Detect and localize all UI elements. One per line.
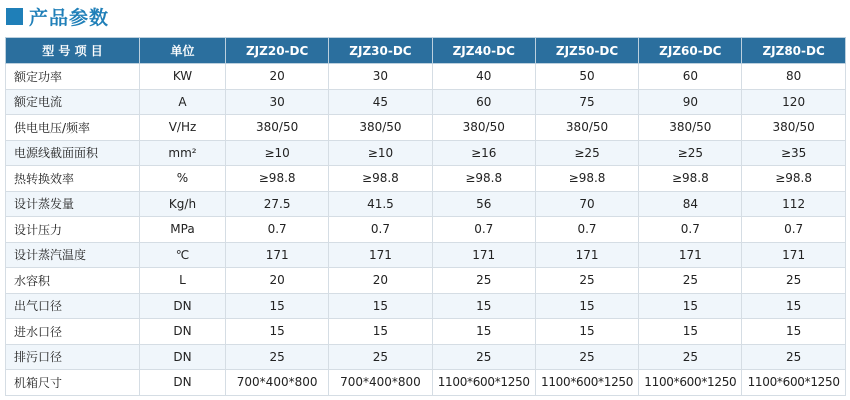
value-cell: 15 <box>226 319 329 345</box>
row-label: 热转换效率 <box>6 166 140 192</box>
unit-cell: DN <box>140 319 226 345</box>
value-cell: 60 <box>432 89 535 115</box>
value-cell: 75 <box>535 89 638 115</box>
row-label: 设计蒸汽温度 <box>6 242 140 268</box>
unit-cell: V/Hz <box>140 115 226 141</box>
value-cell: 1100*600*1250 <box>432 370 535 396</box>
value-cell: 700*400*800 <box>226 370 329 396</box>
value-cell: 45 <box>329 89 432 115</box>
value-cell: 171 <box>742 242 845 268</box>
table-row <box>6 293 846 319</box>
header-unit: 单位 <box>140 38 226 64</box>
value-cell: 380/50 <box>432 115 535 141</box>
table-row <box>6 370 846 396</box>
value-cell: 25 <box>639 268 742 294</box>
table-row <box>6 89 846 115</box>
value-cell: 25 <box>329 344 432 370</box>
value-cell: 30 <box>329 64 432 90</box>
value-cell: 60 <box>639 64 742 90</box>
header-item-name: 型 号 项 目 <box>6 38 140 64</box>
value-cell: 25 <box>535 268 638 294</box>
value-cell: 25 <box>432 344 535 370</box>
row-label: 设计蒸发量 <box>6 191 140 217</box>
spec-table <box>5 37 846 396</box>
value-cell: 25 <box>226 344 329 370</box>
row-label: 进水口径 <box>6 319 140 345</box>
value-cell: 15 <box>639 319 742 345</box>
table-body <box>6 64 846 396</box>
title-square-icon <box>6 8 23 25</box>
value-cell: 120 <box>742 89 845 115</box>
value-cell: 41.5 <box>329 191 432 217</box>
value-cell: 40 <box>432 64 535 90</box>
header-model: ZJZ60-DC <box>639 38 742 64</box>
value-cell: 1100*600*1250 <box>742 370 845 396</box>
table-row <box>6 217 846 243</box>
value-cell: 15 <box>742 319 845 345</box>
value-cell: ≥98.8 <box>742 166 845 192</box>
value-cell: 15 <box>535 319 638 345</box>
header-model: ZJZ30-DC <box>329 38 432 64</box>
table-row <box>6 115 846 141</box>
row-label: 供电电压/频率 <box>6 115 140 141</box>
value-cell: 171 <box>432 242 535 268</box>
value-cell: 380/50 <box>639 115 742 141</box>
value-cell: 25 <box>742 344 845 370</box>
value-cell: 70 <box>535 191 638 217</box>
value-cell: ≥25 <box>639 140 742 166</box>
unit-cell: Kg/h <box>140 191 226 217</box>
value-cell: 0.7 <box>742 217 845 243</box>
value-cell: 56 <box>432 191 535 217</box>
unit-cell: DN <box>140 293 226 319</box>
value-cell: 90 <box>639 89 742 115</box>
value-cell: ≥10 <box>226 140 329 166</box>
value-cell: 20 <box>329 268 432 294</box>
value-cell: 15 <box>432 293 535 319</box>
value-cell: 25 <box>432 268 535 294</box>
page-title: 产品参数 <box>29 6 110 29</box>
value-cell: 0.7 <box>432 217 535 243</box>
row-label: 机箱尺寸 <box>6 370 140 396</box>
unit-cell: DN <box>140 370 226 396</box>
value-cell: 30 <box>226 89 329 115</box>
value-cell: 25 <box>742 268 845 294</box>
unit-cell: KW <box>140 64 226 90</box>
value-cell: 0.7 <box>535 217 638 243</box>
row-label: 电源线截面面积 <box>6 140 140 166</box>
value-cell: 84 <box>639 191 742 217</box>
header-model: ZJZ80-DC <box>742 38 845 64</box>
value-cell: ≥16 <box>432 140 535 166</box>
value-cell: ≥98.8 <box>329 166 432 192</box>
table-row <box>6 268 846 294</box>
value-cell: 1100*600*1250 <box>639 370 742 396</box>
value-cell: 50 <box>535 64 638 90</box>
table-row <box>6 166 846 192</box>
value-cell: ≥98.8 <box>535 166 638 192</box>
table-row <box>6 242 846 268</box>
value-cell: 171 <box>535 242 638 268</box>
table-row <box>6 191 846 217</box>
value-cell: 171 <box>639 242 742 268</box>
value-cell: 15 <box>226 293 329 319</box>
table-row <box>6 319 846 345</box>
value-cell: 20 <box>226 268 329 294</box>
unit-cell: mm² <box>140 140 226 166</box>
value-cell: 15 <box>329 293 432 319</box>
value-cell: 15 <box>329 319 432 345</box>
unit-cell: MPa <box>140 217 226 243</box>
unit-cell: DN <box>140 344 226 370</box>
value-cell: 20 <box>226 64 329 90</box>
spec-table-container <box>5 37 845 396</box>
unit-cell: L <box>140 268 226 294</box>
value-cell: 15 <box>432 319 535 345</box>
value-cell: 0.7 <box>329 217 432 243</box>
value-cell: ≥25 <box>535 140 638 166</box>
header-model: ZJZ20-DC <box>226 38 329 64</box>
unit-cell: ℃ <box>140 242 226 268</box>
header-model: ZJZ40-DC <box>432 38 535 64</box>
value-cell: 15 <box>742 293 845 319</box>
value-cell: 171 <box>226 242 329 268</box>
value-cell: 15 <box>639 293 742 319</box>
value-cell: 112 <box>742 191 845 217</box>
value-cell: ≥98.8 <box>432 166 535 192</box>
section-title <box>6 3 109 29</box>
value-cell: 171 <box>329 242 432 268</box>
table-row <box>6 140 846 166</box>
row-label: 设计压力 <box>6 217 140 243</box>
value-cell: 700*400*800 <box>329 370 432 396</box>
value-cell: 1100*600*1250 <box>535 370 638 396</box>
value-cell: 380/50 <box>535 115 638 141</box>
unit-cell: A <box>140 89 226 115</box>
value-cell: 25 <box>639 344 742 370</box>
row-label: 出气口径 <box>6 293 140 319</box>
table-row <box>6 344 846 370</box>
value-cell: 80 <box>742 64 845 90</box>
row-label: 额定功率 <box>6 64 140 90</box>
value-cell: 380/50 <box>226 115 329 141</box>
value-cell: 15 <box>535 293 638 319</box>
value-cell: ≥98.8 <box>639 166 742 192</box>
value-cell: 380/50 <box>329 115 432 141</box>
value-cell: 25 <box>535 344 638 370</box>
value-cell: ≥98.8 <box>226 166 329 192</box>
row-label: 水容积 <box>6 268 140 294</box>
value-cell: 27.5 <box>226 191 329 217</box>
table-header-row <box>6 38 846 64</box>
row-label: 排污口径 <box>6 344 140 370</box>
table-row <box>6 64 846 90</box>
value-cell: ≥35 <box>742 140 845 166</box>
value-cell: ≥10 <box>329 140 432 166</box>
row-label: 额定电流 <box>6 89 140 115</box>
value-cell: 0.7 <box>226 217 329 243</box>
header-model: ZJZ50-DC <box>535 38 638 64</box>
value-cell: 0.7 <box>639 217 742 243</box>
unit-cell: % <box>140 166 226 192</box>
value-cell: 380/50 <box>742 115 845 141</box>
